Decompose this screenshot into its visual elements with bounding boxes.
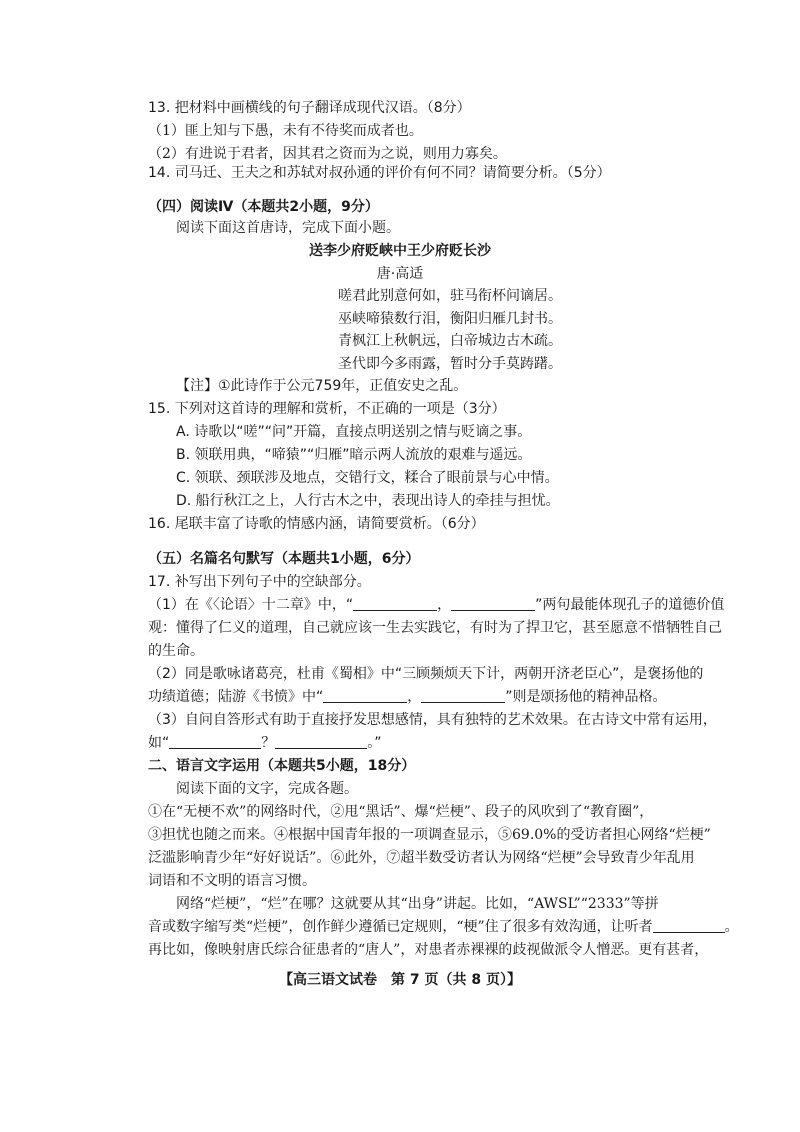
q17-item-1-line-2: 观：懂得了仁义的道理，自己就应该一生去实践它，有时为了捍卫它，甚至愿意不惜牺牲自己 bbox=[148, 620, 722, 636]
q15-option-b: B. 领联用典，“啼猿”“归雁”暗示两人流放的艰难与遥远。 bbox=[176, 447, 532, 463]
q17-item-1-text: ”两句最能体现孔子的道德价值 bbox=[535, 597, 725, 613]
q15-option-c: C. 领联、颈联涉及地点，交错行文，糅合了眼前景与心中情。 bbox=[176, 470, 559, 486]
passage-line: 词语和不文明的语言习惯。 bbox=[148, 873, 316, 889]
part-2-intro: 阅读下面的文字，完成各题。 bbox=[176, 781, 358, 797]
q13-sentence-2: （2）有进说于君者，因其君之资而为之说，则用力寡矣。 bbox=[148, 146, 507, 162]
passage-line: 网络“烂梗”，“烂”在哪？这就要从其“出身”讲起。比如，“AWSL”“2333”等拼 bbox=[176, 896, 659, 912]
part-2-heading: 二、语言文字运用（本题共5小题，18分） bbox=[148, 758, 416, 774]
poem-line: 青枫江上秋帆远，白帝城边古木疏。 bbox=[338, 333, 562, 349]
q17-item-1-line-1 bbox=[148, 594, 724, 616]
poem-note: 【注】①此诗作于公元759年，正值安史之乱。 bbox=[176, 378, 468, 394]
q15-option-a: A. 诗歌以“嗟”“问”开篇，直接点明送别之情与贬谪之事。 bbox=[176, 424, 532, 440]
passage-line: 泛滥影响青少年“好好说话”。⑥此外，⑦超半数受访者认为网络“烂梗”会导致青少年乱用 bbox=[148, 850, 695, 866]
poem-line: 嗟君此别意何如，驻马衔杯问谪居。 bbox=[338, 288, 562, 304]
q17-item-3-text: 如“ bbox=[148, 735, 170, 751]
q17-item-3-line-1: （3）自问自答形式有助于直接抒发思想感情，具有独特的艺术效果。在古诗文中常有运用， bbox=[148, 712, 717, 728]
q17-item-3-text: 。” bbox=[367, 735, 382, 751]
q17-item-1-line-3: 的生命。 bbox=[148, 643, 204, 659]
answer-blank[interactable] bbox=[353, 596, 437, 611]
section-4-intro: 阅读下面这首唐诗，完成下面小题。 bbox=[176, 220, 400, 236]
q13-stem: 13. 把材料中画横线的句子翻译成现代汉语。（8分） bbox=[148, 100, 471, 116]
poem-author: 唐·高适 bbox=[376, 266, 424, 282]
period: 。 bbox=[724, 919, 739, 935]
answer-blank[interactable] bbox=[275, 734, 367, 749]
passage-line: ①在“无梗不欢”的网络时代，②甩“黑话”、爆“烂梗”、段子的风吹到了“教育圈”， bbox=[148, 804, 654, 820]
answer-blank[interactable] bbox=[169, 734, 261, 749]
q15-option-d: D. 船行秋江之上，人行古木之中，表现出诗人的牵挂与担忧。 bbox=[176, 493, 560, 509]
answer-blank[interactable] bbox=[421, 688, 505, 703]
question-mark: ？ bbox=[261, 735, 276, 751]
q17-item-2-line-1: （2）同是歌咏诸葛亮，杜甫《蜀相》中“三顾频烦天下计，两朝开济老臣心”，是褒扬他的 bbox=[148, 666, 704, 682]
q17-item-1-text: （1）在《〈论语〉十二章》中，“ bbox=[148, 597, 354, 613]
answer-blank[interactable] bbox=[323, 688, 407, 703]
q16-stem: 16. 尾联丰富了诗歌的情感内涵，请简要赏析。（6分） bbox=[148, 516, 485, 532]
q17-item-2-line-2 bbox=[148, 686, 667, 708]
answer-blank[interactable] bbox=[653, 918, 725, 933]
answer-blank[interactable] bbox=[451, 596, 535, 611]
q17-stem: 17. 补写出下列句子中的空缺部分。 bbox=[148, 574, 371, 590]
passage-line bbox=[148, 916, 739, 938]
page-footer: 【高三语文试卷 第 7 页（共 8 页）】 bbox=[279, 972, 521, 988]
poem-line: 巫峡啼猿数行泪，衡阳归雁几封书。 bbox=[338, 311, 562, 327]
passage-line: ③担忧也随之而来。④根据中国青年报的一项调查显示，⑤69.0%的受访者担心网络“烂梗” bbox=[148, 827, 711, 843]
q17-item-2-text: 功绩道德；陆游《书愤》中“ bbox=[148, 689, 324, 705]
comma: ， bbox=[437, 597, 452, 613]
section-5-heading: （五）名篇名句默写（本题共1小题，6分） bbox=[148, 551, 420, 567]
passage-text: 音或数字缩写类“烂梗”，创作鲜少遵循已定规则，“梗”住了很多有效沟通，让听者 bbox=[148, 919, 653, 935]
q13-sentence-1: （1）匪上知与下愚，未有不待奖而成者也。 bbox=[148, 123, 423, 139]
q15-stem: 15. 下列对这首诗的理解和赏析，不正确的一项是（3分） bbox=[148, 401, 506, 417]
poem-line: 圣代即今多雨露，暂时分手莫踌躇。 bbox=[338, 356, 562, 372]
comma: ， bbox=[407, 689, 422, 705]
passage-line: 再比如，像映射唐氏综合征患者的“唐人”，对患者赤裸裸的歧视做派令人憎恶。更有甚者， bbox=[148, 942, 709, 958]
section-4-heading: （四）阅读Ⅳ（本题共2小题，9分） bbox=[148, 199, 379, 215]
q17-item-2-text: ”则是颂扬他的精神品格。 bbox=[505, 689, 667, 705]
q17-item-3-line-2 bbox=[148, 732, 382, 754]
poem-title: 送李少府贬峡中王少府贬长沙 bbox=[309, 243, 491, 259]
q14-stem: 14. 司马迁、王夫之和苏轼对叔孙通的评价有何不同？请简要分析。（5分） bbox=[148, 165, 611, 181]
